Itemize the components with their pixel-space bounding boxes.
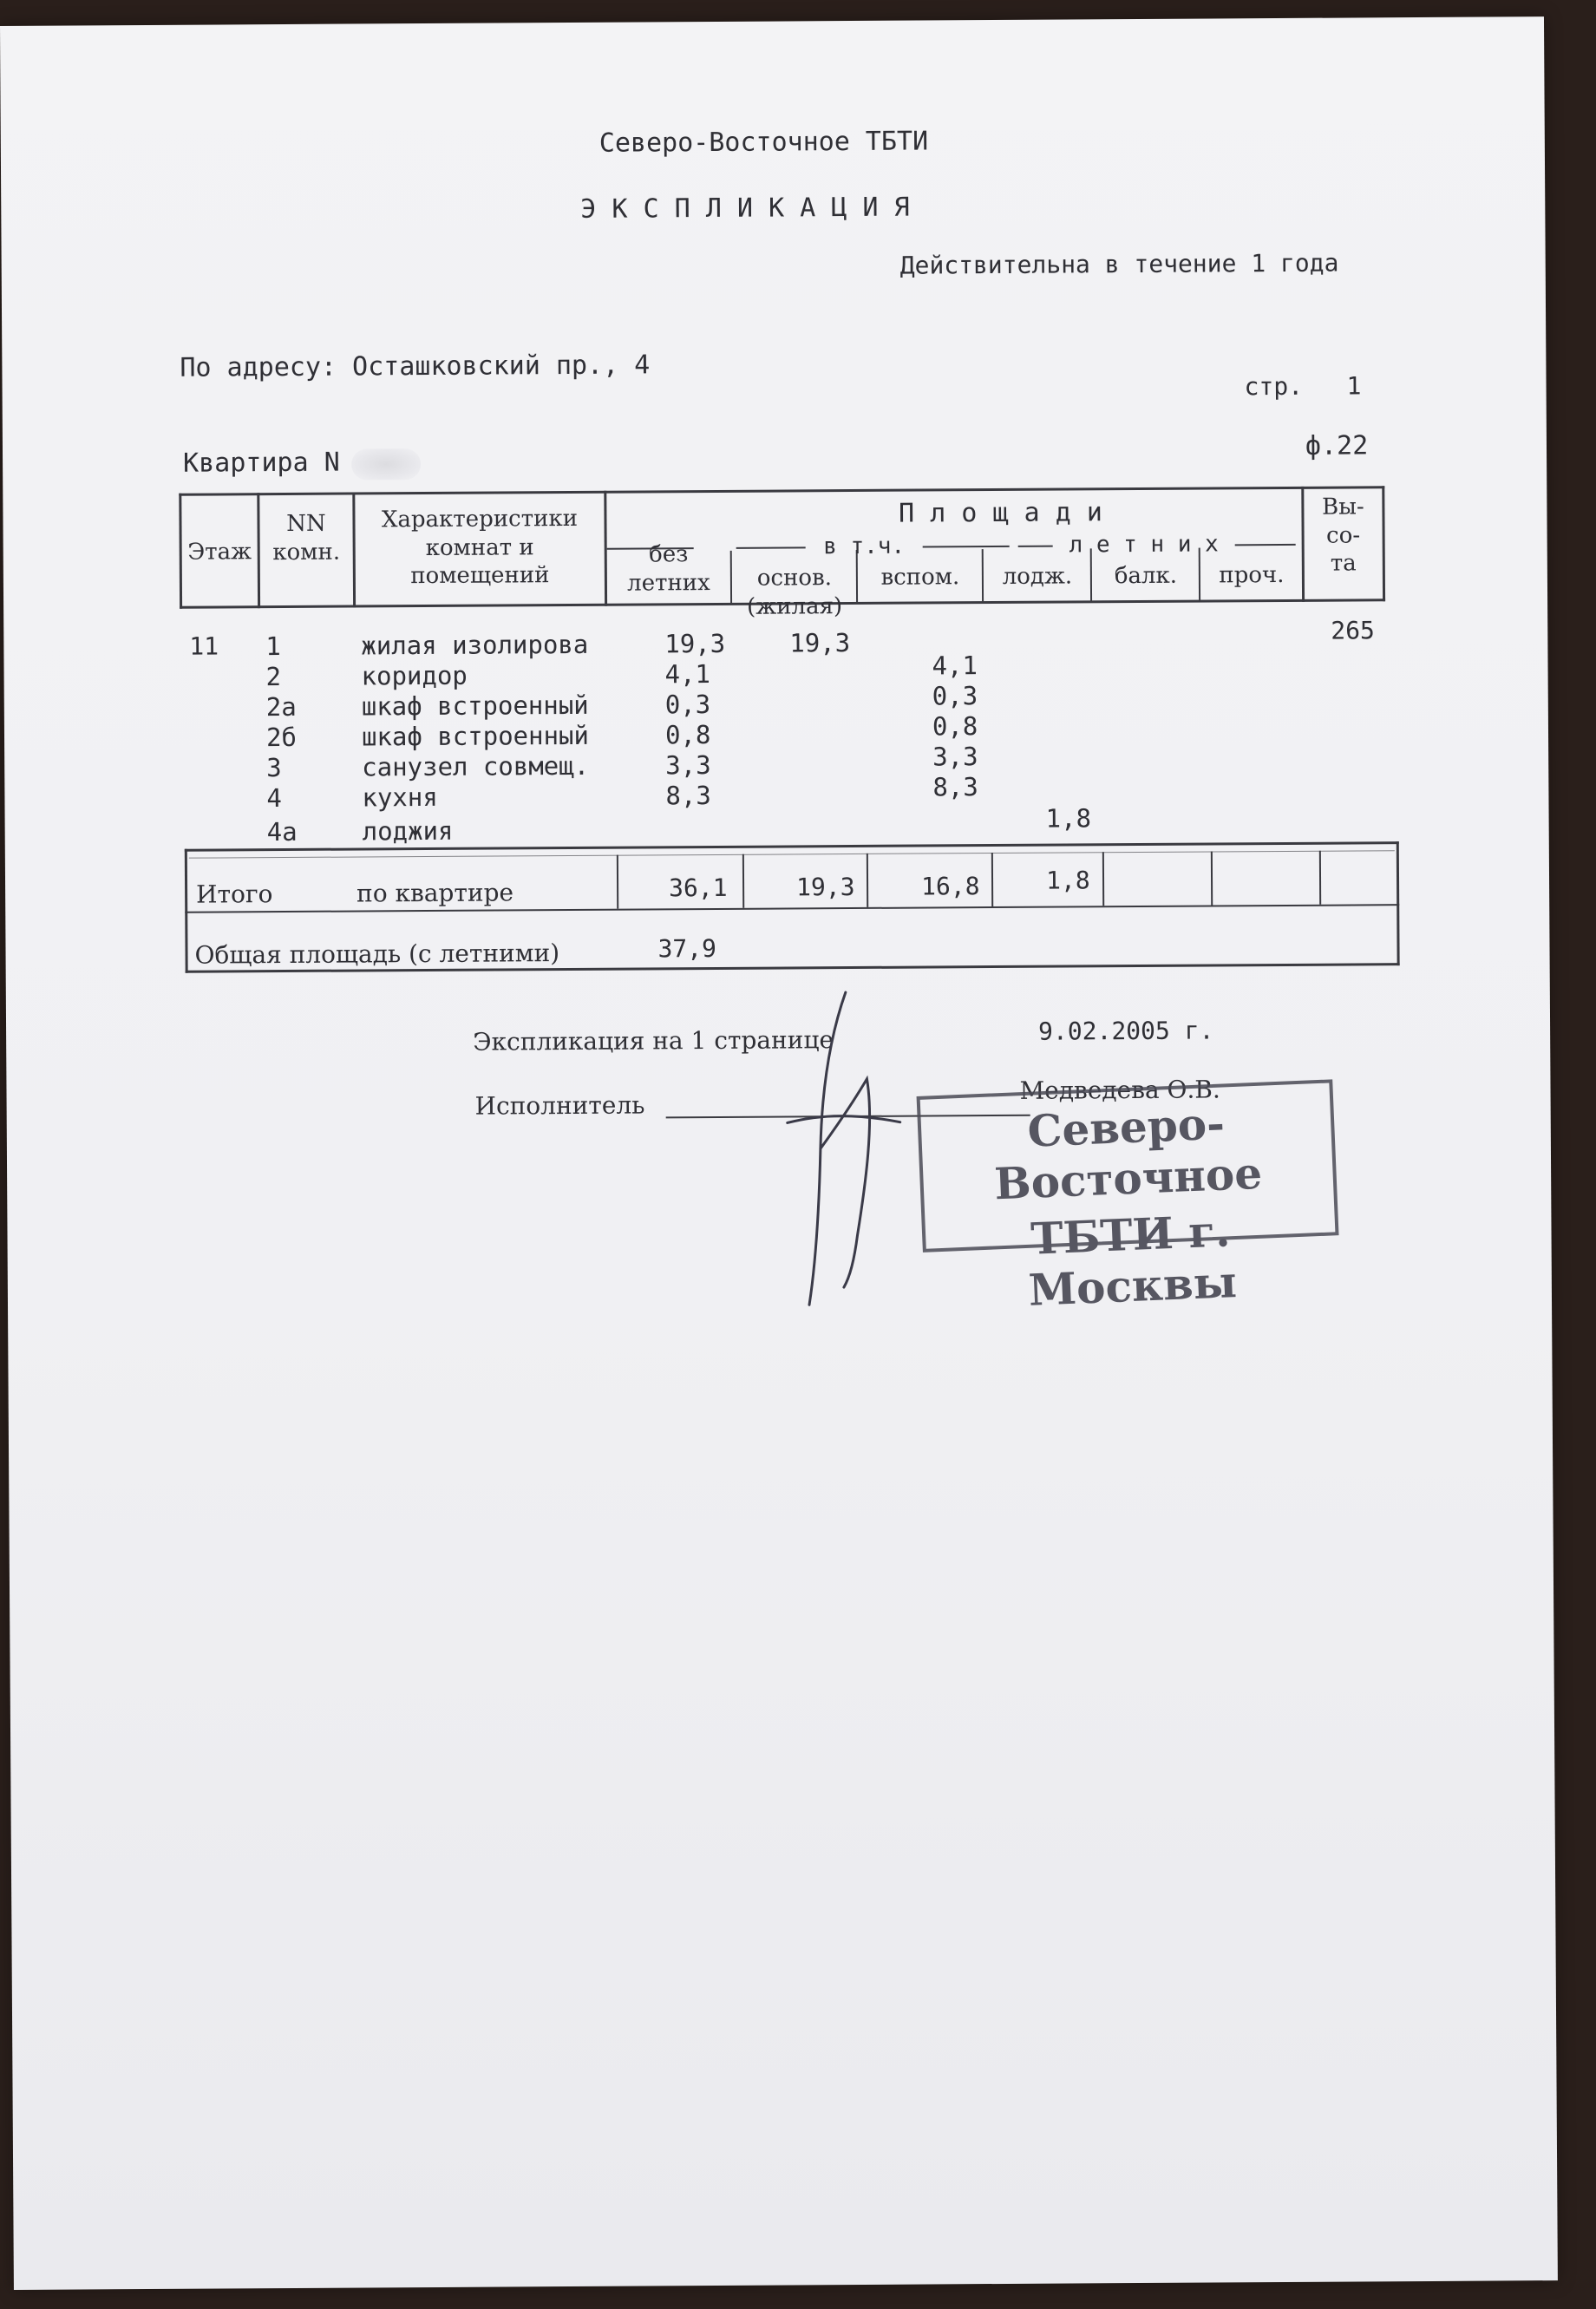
room-loggia-area: 1,8 (1045, 803, 1092, 834)
totals-loggia: 1,8 (1045, 866, 1090, 895)
totals-total: 36,1 (668, 873, 728, 903)
room-name: шкаф встроенный (361, 690, 589, 722)
room-name: шкаф встроенный (361, 720, 590, 752)
floor-value: 11 (189, 631, 219, 661)
col-floor: Этаж (187, 539, 252, 566)
gross-area-value: 37,9 (657, 933, 717, 964)
room-total-area: 4,1 (664, 659, 711, 690)
height-value: 265 (1331, 616, 1375, 645)
validity-note: Действительна в течение 1 года (899, 248, 1339, 280)
organization-stamp (917, 1079, 1339, 1316)
room-number: 2 (265, 662, 282, 692)
col-aux: вспом. (880, 564, 960, 591)
room-number: 1 (265, 631, 281, 662)
col-areas: П л о щ а д и (898, 497, 1102, 529)
room-number: 4 (266, 783, 283, 814)
room-number: 4а (266, 816, 298, 847)
room-total-area: 0,8 (664, 720, 711, 750)
totals-main: 19,3 (795, 872, 855, 902)
page-number: стр. 1 (1244, 371, 1362, 402)
room-total-area: 3,3 (665, 750, 711, 781)
redacted-apartment-number (351, 448, 421, 480)
executor-name: Медведева О.В. (1019, 1075, 1220, 1105)
room-total-area: 0,3 (664, 690, 711, 720)
address: По адресу: Осташковский пр., 4 (180, 350, 651, 383)
document-date: 9.02.2005 г. (1038, 1016, 1214, 1046)
col-incl: в т.ч. (823, 533, 906, 560)
room-number: 3 (266, 753, 282, 783)
apartment-label: Квартира N (182, 447, 340, 479)
col-loggia: лодж. (1002, 563, 1073, 590)
room-name: лоджия (362, 815, 454, 847)
gross-area-label: Общая площадь (с летними) (194, 939, 560, 970)
document-title: Э К С П Л И К А Ц И Я (580, 192, 910, 225)
room-aux-area: 0,3 (932, 681, 978, 711)
room-main-area: 19,3 (789, 628, 851, 658)
room-name: жилая изолирова (361, 629, 589, 661)
room-aux-area: 0,8 (932, 711, 978, 742)
room-number: 2а (265, 691, 297, 723)
form-number: ф.22 (1305, 430, 1369, 461)
col-without-summer: без летних (627, 541, 710, 597)
room-name: кухня (362, 782, 438, 813)
pages-note: Экспликация на 1 странице (473, 1025, 834, 1056)
totals-label: Итого (196, 880, 273, 909)
col-other: проч. (1219, 561, 1285, 589)
org-name: Северо-Восточное ТБТИ (598, 126, 929, 159)
col-summer: л е т н и х (1069, 531, 1219, 559)
col-characteristics: Характеристики комнат и помещений (381, 505, 579, 590)
room-number: 2б (265, 722, 298, 753)
executor-label: Исполнитель (474, 1090, 645, 1121)
room-aux-area: 3,3 (932, 742, 978, 772)
room-name: санузел совмещ. (362, 750, 590, 782)
col-height: Вы- со- та (1322, 494, 1364, 577)
signature-scribble (769, 984, 910, 1331)
room-total-area: 19,3 (664, 628, 726, 659)
col-balcony: балк. (1114, 562, 1178, 590)
stamp-line-2: ТБТИ г. Москвы (1027, 1205, 1238, 1316)
stamp-line-1: Северо-Восточное (993, 1097, 1264, 1210)
col-room-no: NN комн. (272, 510, 341, 566)
room-aux-area: 4,1 (932, 651, 978, 681)
room-name: коридор (361, 660, 468, 691)
totals-label-apartment: по квартире (356, 878, 514, 908)
totals-aux: 16,8 (920, 872, 980, 901)
room-aux-area: 8,3 (932, 772, 978, 802)
document-page (0, 16, 1558, 2290)
col-main: основ. (жилая) (747, 565, 843, 620)
room-total-area: 8,3 (665, 781, 711, 811)
